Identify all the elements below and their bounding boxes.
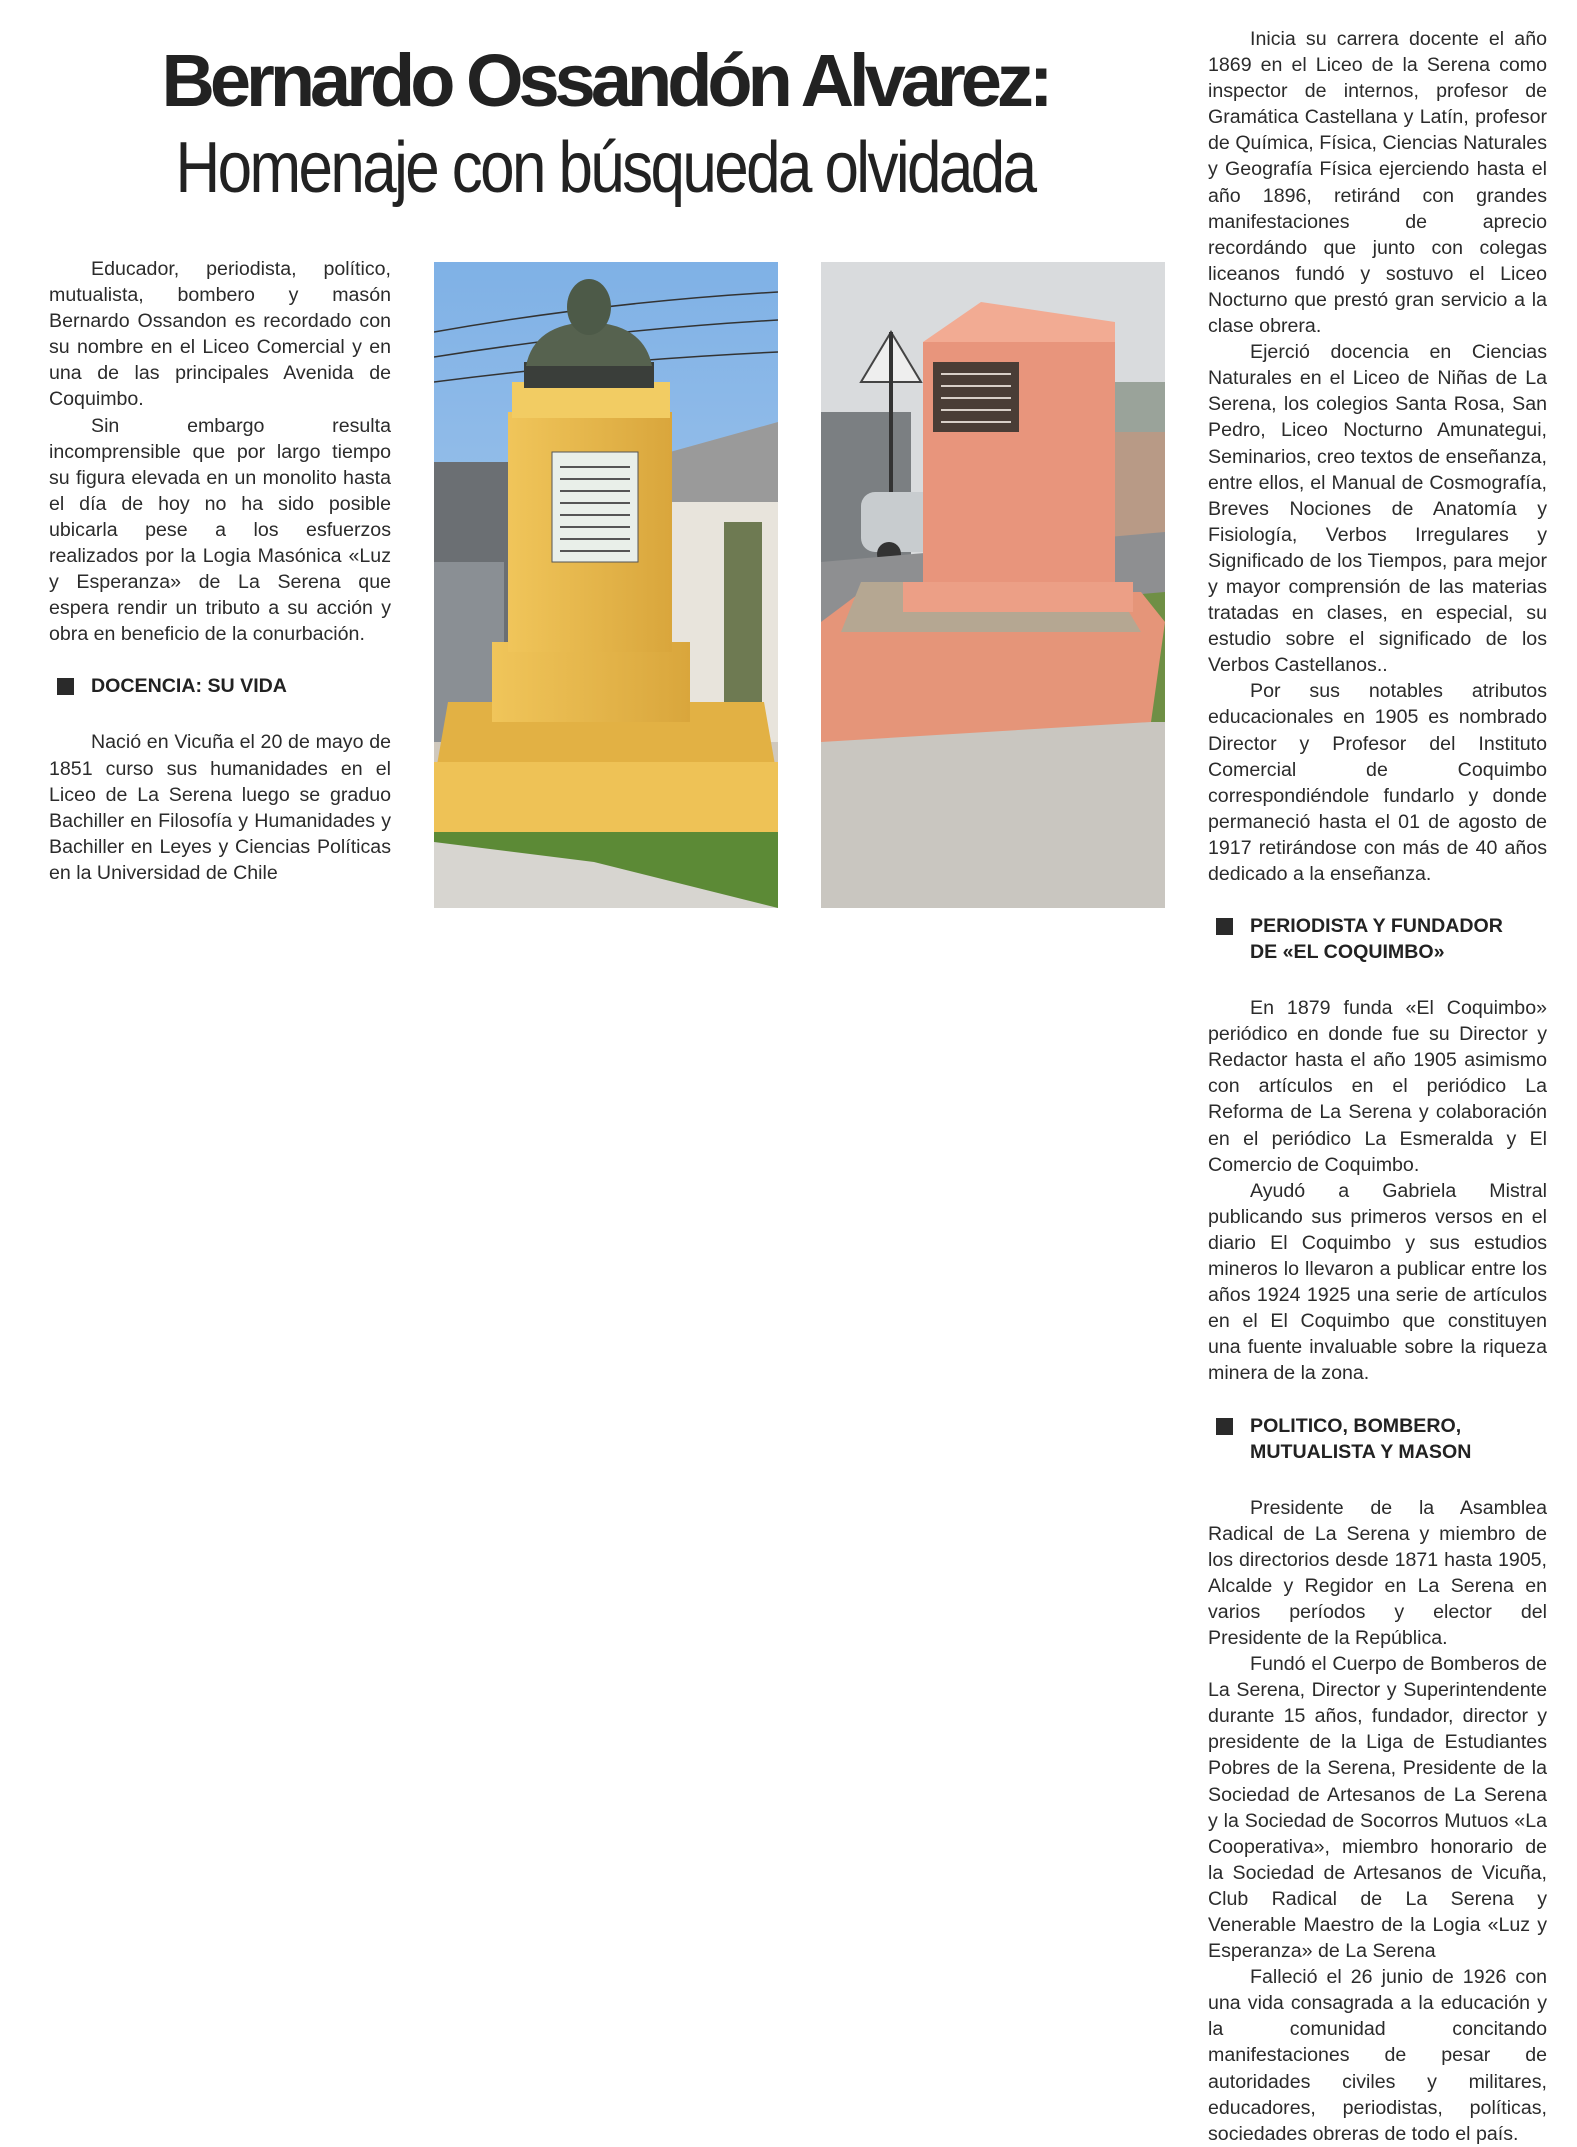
body-paragraph: Presidente de la Asamblea Radical de La Serena y miembro de los directorios desde 1871 hasta 1905, Alcalde y Regidor en La Serena en varios períodos y elector del Presidente de la República. [1208,1496,1547,1649]
article-title [50,38,1160,212]
heading-label: DOCENCIA: SU VIDA [91,675,287,698]
section-heading-periodista [1208,913,1547,965]
body-paragraph: Nació en Vicuña el 20 de mayo de 1851 curso sus humanidades en el Liceo de La Serena luego se graduo Bachiller en Filosofía y Humanidades y Bachiller en Leyes y Ciencias Políticas en la Universidad de Chile [49,731,391,884]
intro-paragraph: Sin embargo resulta incomprensible que por largo tiempo su figura elevada en un monolito hasta el día de hoy no ha sido posible ubicarla pese a los esfuerzos realizados por la Logia Masónica «Luz y Esperanza» de La Serena que espera rendir un tributo a su acción y obra en beneficio de la conurbación. [49,414,391,646]
body-paragraph: Fundó el Cuerpo de Bomberos de La Serena, Director y Superintendente durante 15 años, fundador, director y presidente de la Liga de Estudiantes Pobres de la Serena, Presidente de la Sociedad de Artesanos de La Serena y la Sociedad de Socorros Mutuos «La Cooperativa», miembro honorario de la Sociedad de Artesanos de Vicuña, Club Radical de La Serena y Venerable Maestro de la Logia «Luz y Esperanza» de La Serena [1208,1653,1547,1963]
monument-photo-image [434,262,778,908]
heading-label: MUTUALISTA Y MASON [1250,1440,1472,1463]
left-column [49,256,391,886]
body-paragraph: En 1879 funda «El Coquimbo» periódico en donde fue su Director y Redactor hasta el año 1905 asimismo con artículos en el periódico La Reforma de La Serena y colaboración en el periódico La Esmeralda y El Comercio de Coquimbo. [1208,997,1547,1176]
square-bullet-icon [1216,1418,1233,1435]
section-heading-politico [1208,1413,1547,1465]
photo-yellow-monument [434,262,778,908]
photo-salmon-monument [821,262,1165,908]
body-paragraph: Ayudó a Gabriela Mistral publicando sus primeros versos en el diario El Coquimbo y sus estudios mineros lo llevaron a publicar entre los años 1924 1925 una serie de artículos en el El Coquimbo que constituyen una fuente invaluable sobre la riqueza minera de la zona. [1208,1179,1547,1385]
section-heading-docencia [49,673,391,699]
body-paragraph: Falleció el 26 junio de 1926 con una vida consagrada a la educación y la comunidad concitando manifestaciones de pesar de autoridades civiles y militares, educadores, periodistas, políticas, sociedades obreras de todo el país. [1208,1966,1547,2145]
intro-paragraph: Educador, periodista, político, mutualista, bombero y masón Bernardo Ossandon es recordado con su nombre en el Liceo Comercial y en una de las principales Avenida de Coquimbo. [49,258,391,411]
square-bullet-icon [57,678,74,695]
body-paragraph: Por sus notables atributos educacionales en 1905 es nombrado Director y Profesor del Instituto Comercial de Coquimbo correspondiéndole fundarlo y donde permaneció hasta el 01 de agosto de 1917 retirándose con más de 40 años dedicado a la enseñanza. [1208,680,1547,885]
monument-photo-image [821,262,1165,908]
body-paragraph: Ejerció docencia en Ciencias Naturales en el Liceo de Niñas de La Serena, los colegios Santa Rosa, San Pedro, Liceo Nocturno Amunategui, Seminarios, creo textos de enseñanza, entre ellos, el Manual de Cosmografía, Breves Nociones de Anatomía y Fisiología, Verbos Irregulares y Significado de los Tiempos, para mejor y mayor comprensión de las materias tratadas en clases, en especial, su estudio sobre el significado de los Verbos Castellanos.. [1208,341,1547,677]
title-line-2: Homenaje con búsqueda olvidada [175,128,1035,208]
title-line-1: Bernardo Ossandón Alvarez: [161,39,1049,122]
heading-label: PERIODISTA Y FUNDADOR [1250,915,1503,938]
heading-label: POLITICO, BOMBERO, [1250,1414,1462,1437]
body-paragraph: Inicia su carrera docente el año 1869 en el Liceo de la Serena como inspector de internos, profesor de Gramática Castellana y Latín, profesor de Química, Física, Ciencias Naturales y Geografía Física ejerciendo hasta el año 1896, retiránd con grandes manifestaciones de aprecio recordándo que junto con colegas liceanos fundó y sostuvo el Liceo Nocturno que prestó gran servicio a la clase obrera. [1208,28,1547,338]
heading-label: DE «EL COQUIMBO» [1250,941,1445,964]
square-bullet-icon [1216,918,1233,935]
right-column [1208,26,1547,2147]
